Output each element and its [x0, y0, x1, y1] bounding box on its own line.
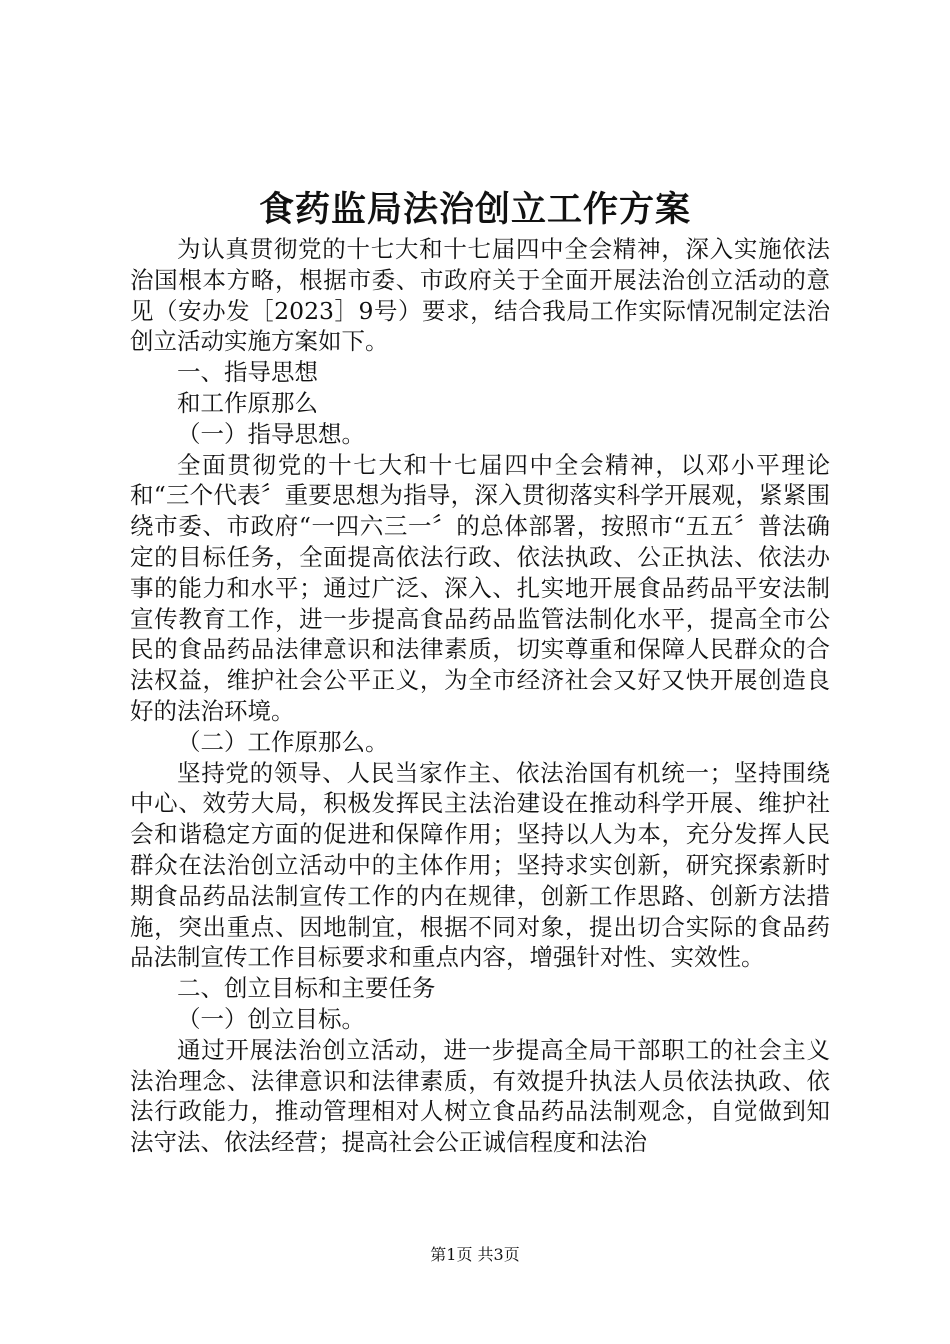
- work-principles-paragraph: 坚持党的领导、人民当家作主、依法治国有机统一；坚持围绕中心、效劳大局，积极发挥民主法治建设在推动科学开展、维护社会和谐稳定方面的促进和保障作用；坚持以人为本，充分发挥人民群众在法治创立活动中的主体作用；坚持求实创新，研究探索新时期食品药品法制宣传工作的内在规律，创新工作思路、创新方法措施，突出重点、因地制宜，根据不同对象，提出切合实际的食品药品法制宣传工作目标要求和重点内容，增强针对性、实效性。: [130, 758, 830, 972]
- subsection-heading-guiding-ideology: （一）指导思想。: [177, 419, 365, 448]
- page-footer: 第1页 共3页: [430, 1245, 520, 1264]
- document-title: 食药监局法治创立工作方案: [258, 189, 691, 230]
- section-heading-guiding-ideology: 一、指导思想: [177, 358, 318, 387]
- section-heading-goals-and-tasks: 二、创立目标和主要任务: [177, 974, 436, 1003]
- guiding-ideology-paragraph: 全面贯彻党的十七大和十七届四中全会精神，以邓小平理论和“三个代表〞重要思想为指导，深入贯彻落实科学开展观，紧紧围绕市委、市政府“一四六三一〞的总体部署，按照市“五五〞普法确定的目标任务，全面提高依法行政、依法执政、公正执法、依法办事的能力和水平；通过广泛、深入、扎实地开展食品药品平安法制宣传教育工作，进一步提高食品药品监管法制化水平，提高全市公民的食品药品法律意识和法律素质，切实尊重和保障人民群众的合法权益，维护社会公平正义，为全市经济社会又好又快开展创造良好的法治环境。: [130, 450, 830, 725]
- subsection-heading-work-principles: （二）工作原那么。: [177, 727, 389, 756]
- subsection-heading-goals: （一）创立目标。: [177, 1004, 365, 1033]
- goals-paragraph: 通过开展法治创立活动，进一步提高全局干部职工的社会主义法治理念、法律意识和法律素质，有效提升执法人员依法执政、依法行政能力，推动管理相对人树立食品药品法制观念，自觉做到知法守法、依法经营；提高社会公正诚信程度和法治: [130, 1035, 830, 1157]
- section-heading-continuation: 和工作原那么: [177, 388, 318, 417]
- document-body: [130, 234, 830, 1158]
- intro-paragraph: 为认真贯彻党的十七大和十七届四中全会精神，深入实施依法治国根本方略，根据市委、市政府关于全面开展法治创立活动的意见（安办发［2023］9号）要求，结合我局工作实际情况制定法治创立活动实施方案如下。: [130, 235, 830, 356]
